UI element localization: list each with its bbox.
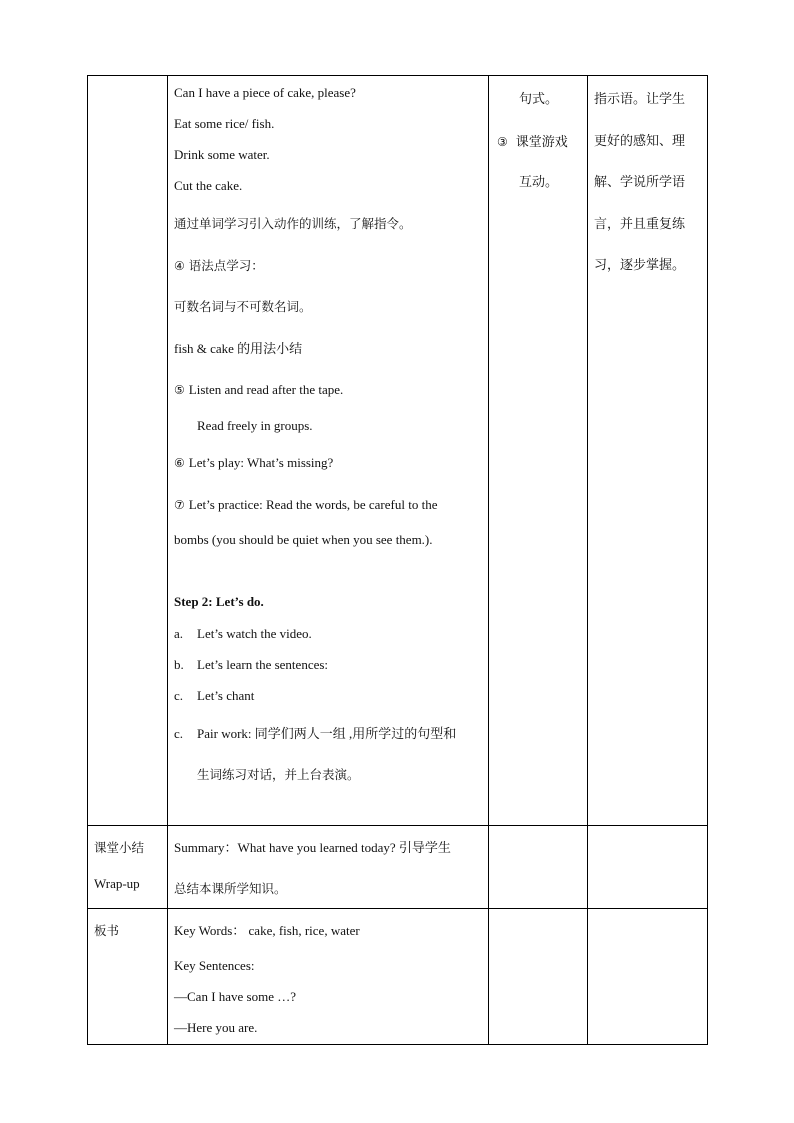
purpose-cell <box>588 909 708 1045</box>
item-text: Let’s play: What’s missing? <box>188 455 334 470</box>
numbered-item <box>174 455 333 471</box>
content-line: Cut the cake. <box>174 178 243 193</box>
content-line: Can I have a piece of cake, please? <box>174 85 356 100</box>
stage-cell <box>88 909 168 1045</box>
list-item: c. Let’s chant <box>174 688 255 703</box>
grammar-heading <box>174 258 264 274</box>
method-cell <box>489 76 588 826</box>
board-line: —Here you are. <box>174 1020 258 1035</box>
purpose-line: 解、学说所学语 <box>594 175 686 190</box>
method-line: 句式。 <box>519 92 559 107</box>
content-cell <box>168 826 489 909</box>
summary-line: 总结本课所学知识。 <box>174 881 287 896</box>
method-line: 互动。 <box>519 175 559 190</box>
purpose-line: 指示语。让学生 <box>594 92 686 107</box>
numbered-item <box>174 497 437 513</box>
step-heading: Step 2: Let’s do. <box>174 594 264 609</box>
item-marker: ⑦ <box>174 498 185 512</box>
content-line: Eat some rice/ fish. <box>174 116 275 131</box>
stage-cell <box>88 76 168 826</box>
lesson-plan-table <box>87 75 708 1045</box>
content-cell <box>168 76 489 826</box>
purpose-cell <box>588 76 708 826</box>
content-cell <box>168 909 489 1045</box>
content-line: 通过单词学习引入动作的训练，了解指令。 <box>174 216 412 231</box>
table-row <box>88 76 708 826</box>
stage-label-en: Wrap-up <box>94 876 140 891</box>
item-marker: ⑥ <box>174 456 185 470</box>
list-item-cont: 生词练习对话，并上台表演。 <box>197 767 360 782</box>
item-marker: ③ <box>497 135 508 149</box>
item-text: 语法点学习： <box>188 258 264 273</box>
method-line: ③ 课堂游戏 <box>497 135 568 150</box>
purpose-line: 更好的感知、理 <box>594 134 686 149</box>
list-item: a. Let’s watch the video. <box>174 626 312 641</box>
content-line: fish & cake 的用法小结 <box>174 341 303 356</box>
summary-line: Summary：What have you learned today? 引导学生 <box>174 840 451 855</box>
board-line: —Can I have some …? <box>174 989 297 1004</box>
purpose-cell <box>588 826 708 909</box>
list-item: c. Pair work: 同学们两人一组 ,用所学过的句型和 <box>174 726 457 741</box>
content-line: 可数名词与不可数名词。 <box>174 299 312 314</box>
purpose-line: 习，逐步掌握。 <box>594 258 686 273</box>
stage-label: 板书 <box>94 923 120 938</box>
stage-cell <box>88 826 168 909</box>
method-cell <box>489 826 588 909</box>
stage-label: 课堂小结 <box>94 840 145 855</box>
purpose-line: 言，并且重复练 <box>594 217 686 232</box>
table-row <box>88 909 708 1045</box>
method-cell <box>489 909 588 1045</box>
numbered-item-sub <box>174 418 313 434</box>
list-item: b. Let’s learn the sentences: <box>174 657 329 672</box>
item-text: Read freely in groups. <box>197 418 313 433</box>
content-line: bombs (you should be quiet when you see them.). <box>174 532 433 547</box>
item-text: Listen and read after the tape. <box>188 382 344 397</box>
content-line: Drink some water. <box>174 147 270 162</box>
numbered-item <box>174 382 343 398</box>
item-marker: ④ <box>174 259 185 273</box>
item-text: Let’s practice: Read the words, be careful to the <box>188 497 438 512</box>
board-line: Key Sentences: <box>174 958 255 973</box>
board-line: Key Words： cake, fish, rice, water <box>174 923 360 938</box>
table-row <box>88 826 708 909</box>
item-marker: ⑤ <box>174 383 185 397</box>
